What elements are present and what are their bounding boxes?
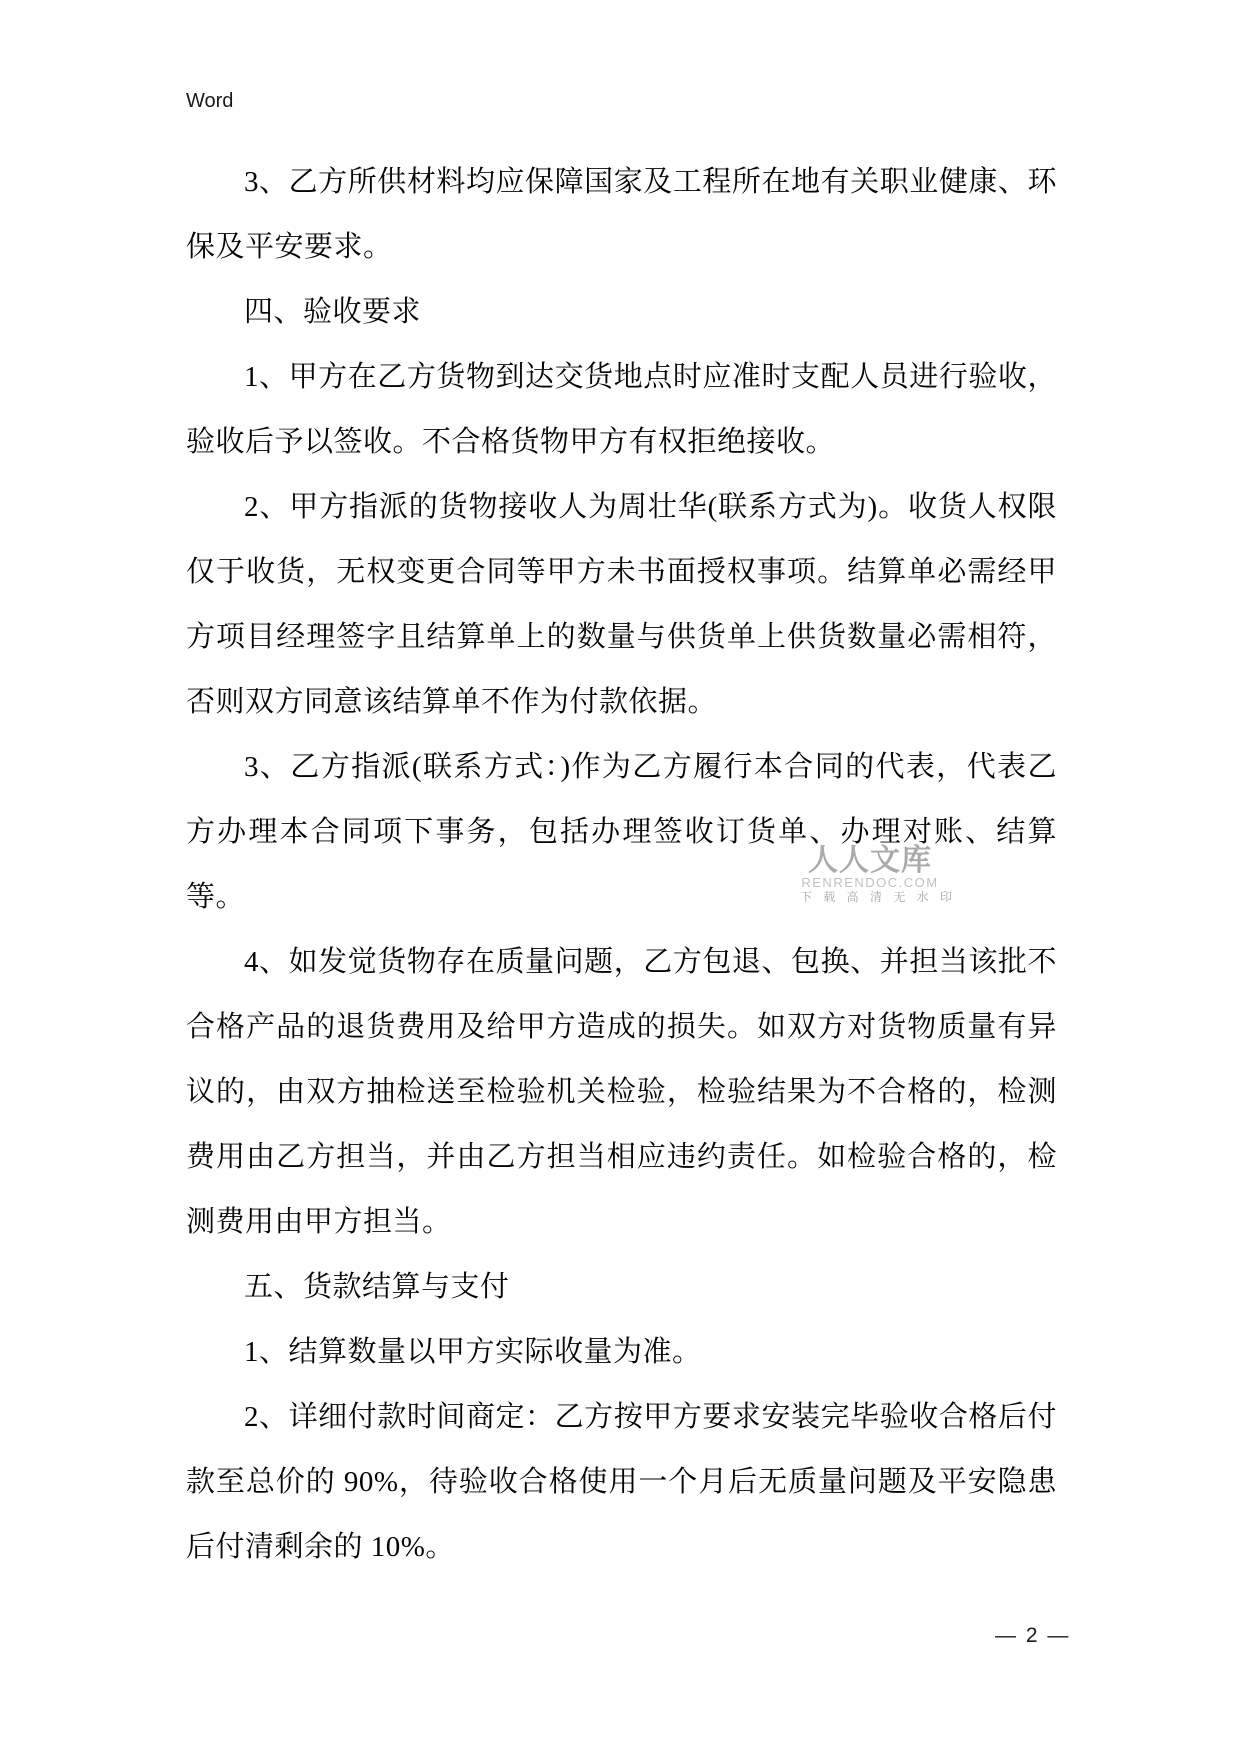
document-line: 款至总价的 90%，待验收合格使用一个月后无质量问题及平安隐患	[186, 1466, 1057, 1498]
watermark-logo-text: 人人文库	[808, 844, 932, 877]
document-line: 后付清剩余的 10%。	[186, 1531, 455, 1563]
document-line: 等。	[186, 881, 246, 913]
app-label: Word	[186, 90, 234, 112]
watermark-domain: RENRENDOC.COM	[801, 875, 939, 890]
document-line: 议的，由双方抽检送至检验机关检验，检验结果为不合格的，检测	[186, 1076, 1057, 1108]
document-line: 合格产品的退货费用及给甲方造成的损失。如双方对货物质量有异	[186, 1011, 1057, 1043]
document-line: 2、甲方指派的货物接收人为周壮华(联系方式为)。收货人权限	[244, 491, 1057, 523]
document-line: 3、乙方所供材料均应保障国家及工程所在地有关职业健康、环	[244, 166, 1057, 198]
document-line: 3、乙方指派(联系方式：)作为乙方履行本合同的代表，代表乙	[244, 751, 1057, 783]
section-heading: 五、货款结算与支付	[244, 1271, 510, 1303]
watermark-tagline: 下 载 高 清 无 水 印	[800, 890, 957, 904]
document-line: 2、详细付款时间商定：乙方按甲方要求安装完毕验收合格后付	[244, 1401, 1057, 1433]
document-line: 1、结算数量以甲方实际收量为准。	[244, 1336, 702, 1368]
document-line: 否则双方同意该结算单不作为付款依据。	[186, 686, 718, 718]
section-heading: 四、验收要求	[244, 296, 422, 328]
document-line: 1、甲方在乙方货物到达交货地点时应准时支配人员进行验收，	[244, 361, 1057, 393]
document-body	[186, 150, 1057, 1580]
document-line: 费用由乙方担当，并由乙方担当相应违约责任。如检验合格的，检	[186, 1141, 1057, 1173]
document-line: 4、如发觉货物存在质量问题，乙方包退、包换、并担当该批不	[244, 946, 1057, 978]
document-line: 方办理本合同项下事务，包括办理签收订货单、办理对账、结算	[186, 816, 1057, 848]
document-line: 仅于收货，无权变更合同等甲方未书面授权事项。结算单必需经甲	[186, 556, 1057, 588]
page-number: — 2 —	[995, 1624, 1071, 1647]
document-line: 验收后予以签收。不合格货物甲方有权拒绝接收。	[186, 426, 836, 458]
document-line: 方项目经理签字且结算单上的数量与供货单上供货数量必需相符，	[186, 621, 1057, 653]
document-line: 测费用由甲方担当。	[186, 1206, 452, 1238]
document-line: 保及平安要求。	[186, 231, 393, 263]
